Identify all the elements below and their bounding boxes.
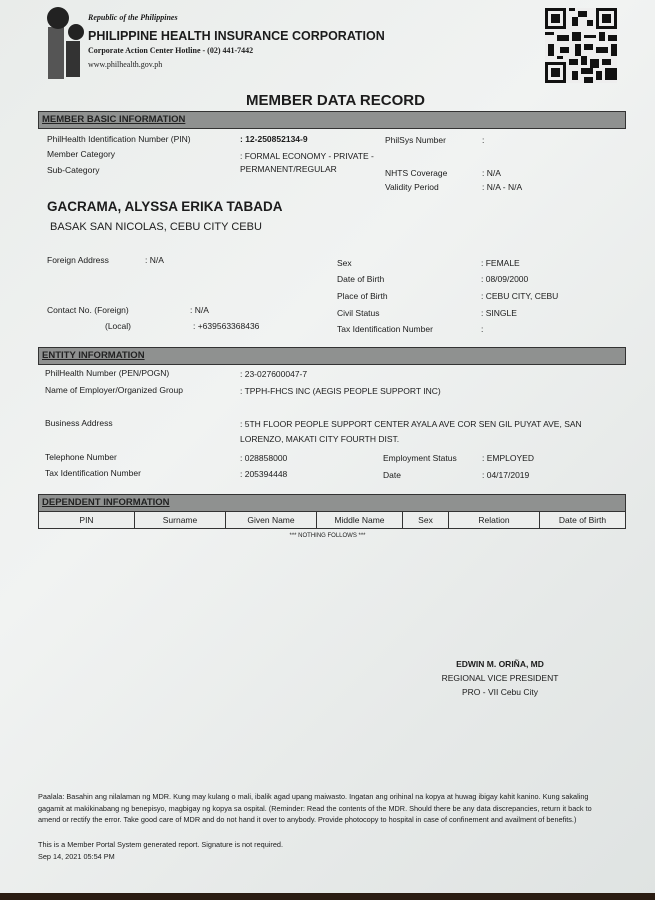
pob-label: Place of Birth	[337, 291, 388, 301]
foreign-address-value: : N/A	[145, 255, 164, 265]
nhts-label: NHTS Coverage	[385, 168, 448, 178]
category-label: Member Category	[47, 149, 116, 159]
contact-foreign-label: Contact No. (Foreign)	[47, 305, 129, 315]
nhts-value: : N/A	[482, 168, 501, 178]
business-address-label: Business Address	[45, 418, 113, 428]
tin-value: :	[481, 324, 484, 334]
employer-label: Name of Employer/Organized Group	[45, 385, 183, 395]
civil-status-value: : SINGLE	[481, 308, 517, 318]
philhealth-logo	[46, 5, 88, 81]
subcategory-label: Sub-Category	[47, 165, 100, 175]
business-address-value-cont: LORENZO, MAKATI CITY FOURTH DIST.	[240, 434, 400, 444]
dob-label: Date of Birth	[337, 274, 385, 284]
date-value: : 04/17/2019	[482, 470, 530, 480]
date-label: Date	[383, 470, 401, 480]
signatory-position: REGIONAL VICE PRESIDENT	[441, 673, 559, 683]
page-title: MEMBER DATA RECORD	[246, 92, 425, 109]
philsys-label: PhilSys Number	[385, 135, 446, 145]
contact-foreign-value: : N/A	[190, 305, 209, 315]
sex-label: Sex	[337, 258, 352, 268]
website-text: www.philhealth.gov.ph	[88, 60, 163, 69]
column-header-dob: Date of Birth	[558, 515, 607, 525]
column-header-middle-name: Middle Name	[317, 512, 403, 528]
employment-status-label: Employment Status	[383, 453, 457, 463]
signatory-office: PRO - VII Cebu City	[461, 687, 539, 697]
telephone-label: Telephone Number	[45, 452, 117, 462]
telephone-value: : 028858000	[240, 453, 288, 463]
member-address: BASAK SAN NICOLAS, CEBU CITY CEBU	[50, 221, 262, 233]
timestamp: Sep 14, 2021 05:54 PM	[38, 852, 115, 861]
pin-value: : 12-250852134-9	[240, 134, 308, 144]
section-bar-basic	[38, 111, 626, 129]
business-address-value: : 5TH FLOOR PEOPLE SUPPORT CENTER AYALA AVE COR SEN GIL PUYAT AVE, SAN	[240, 419, 582, 429]
member-name: GACRAMA, ALYSSA ERIKA TABADA	[47, 199, 283, 214]
photo-background-edge	[0, 893, 655, 900]
contact-local-label: (Local)	[105, 321, 131, 331]
signatory-name: EDWIN M. ORIÑA, MD	[456, 659, 544, 669]
pen-label: PhilHealth Number (PEN/POGN)	[45, 368, 170, 378]
employer-value: : TPPH-FHCS INC (AEGIS PEOPLE SUPPORT INC)	[240, 386, 441, 396]
civil-status-label: Civil Status	[337, 308, 380, 318]
foreign-address-label: Foreign Address	[47, 255, 109, 265]
column-header-given-name: Given Name	[226, 512, 317, 528]
section-label: MEMBER BASIC INFORMATION	[42, 114, 186, 125]
org-name: PHILIPPINE HEALTH INSURANCE CORPORATION	[88, 29, 385, 43]
section-bar-entity	[38, 347, 626, 365]
reminder-text: Paalala: Basahin ang nilalaman ng MDR. Kung may kulang o mali, ibalik agad upang maiwasto. Ingatan ang orihinal na kopya at huwag ibigay kahit kanino. Kung sakaling gagamit at makikinabang ng benepisyo, magbigay ng kopya sa ospital. (Reminder: Read the contents of the MDR. Should there be any data discrepancies, return it back to amend or rectify the error. Take good care of MDR and do not hand it over to anybody. Provide photocopy to hospital in case of confinement and availment of benefits.)	[38, 792, 592, 824]
section-bar-dependents	[38, 494, 626, 512]
dob-value: : 08/09/2000	[481, 274, 529, 284]
hotline-text: Corporate Action Center Hotline - (02) 441-7442	[88, 46, 254, 55]
contact-local-value: : +639563368436	[193, 321, 260, 331]
generated-note: This is a Member Portal System generated report. Signature is not required.	[38, 840, 283, 849]
column-header-sex: Sex	[403, 512, 449, 528]
validity-label: Validity Period	[385, 182, 439, 192]
pob-value: : CEBU CITY, CEBU	[481, 291, 559, 301]
nothing-follows: *** NOTHING FOLLOWS ***	[289, 533, 366, 539]
dependents-table-header	[38, 512, 626, 529]
pin-label: PhilHealth Identification Number (PIN)	[47, 134, 191, 144]
category-value-cont: PERMANENT/REGULAR	[240, 164, 337, 174]
validity-value: : N/A - N/A	[482, 182, 523, 192]
entity-tin-value: : 205394448	[240, 469, 288, 479]
category-value: : FORMAL ECONOMY - PRIVATE -	[240, 151, 374, 161]
entity-tin-label: Tax Identification Number	[45, 468, 141, 478]
column-header-pin: PIN	[39, 512, 135, 528]
column-header-relation: Relation	[449, 512, 540, 528]
sex-value: : FEMALE	[481, 258, 520, 268]
philsys-value: :	[482, 135, 485, 145]
section-label: DEPENDENT INFORMATION	[42, 497, 170, 508]
column-header-surname: Surname	[135, 512, 226, 528]
republic-text: Republic of the Philippines	[88, 13, 178, 22]
employment-status-value: : EMPLOYED	[482, 453, 534, 463]
tin-label: Tax Identification Number	[337, 324, 433, 334]
qr-code	[545, 8, 617, 83]
section-label: ENTITY INFORMATION	[42, 350, 145, 361]
pen-value: : 23-027600047-7	[240, 369, 308, 379]
